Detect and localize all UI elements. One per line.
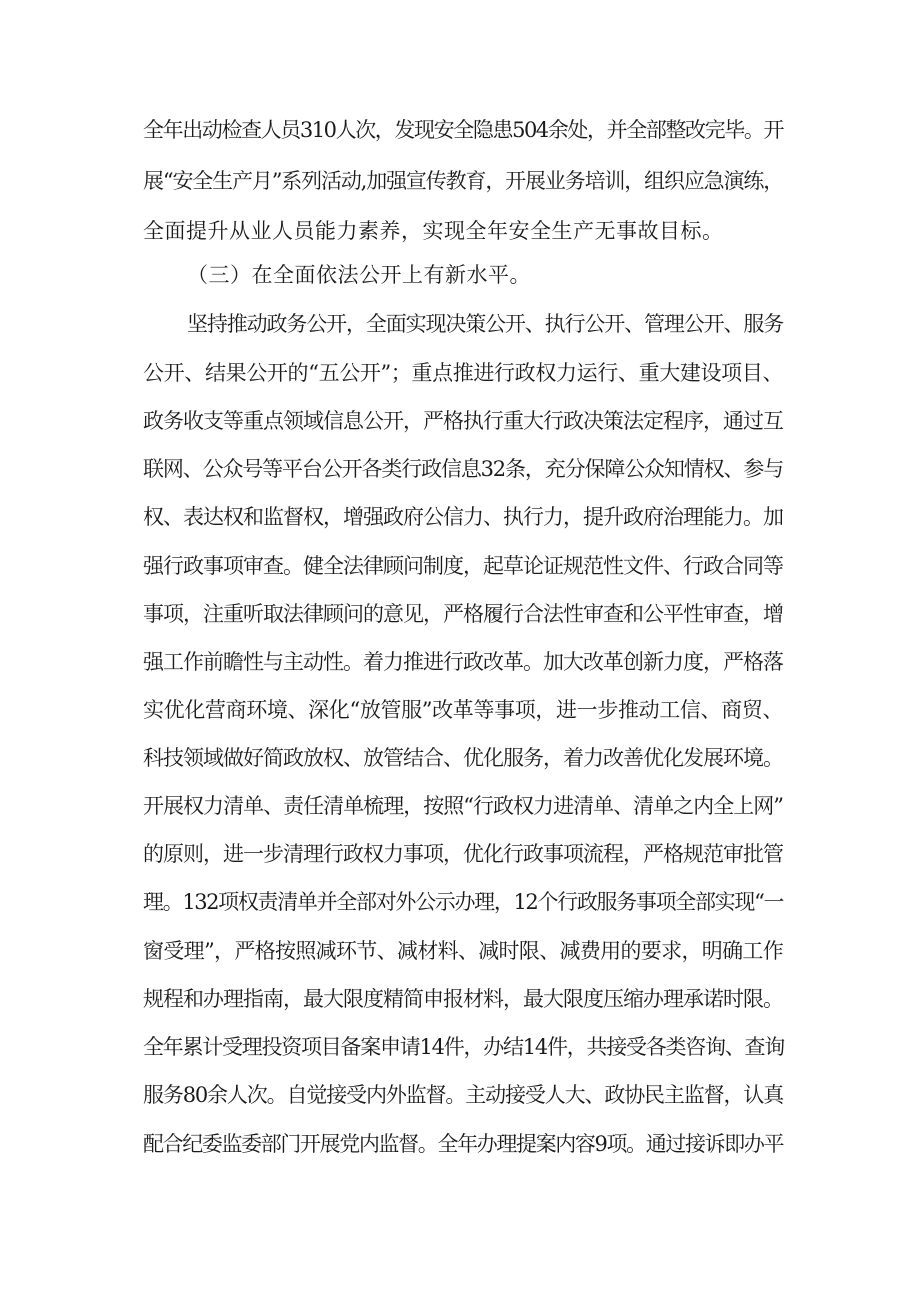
body-line: 坚持推动政务公开，全面实现决策公开、执行公开、管理公开、服务 — [187, 312, 783, 336]
body-line: 权、表达权和监督权，增强政府公信力、执行力，提升政府治理能力。加 — [143, 505, 783, 529]
body-line: 展“安全生产月”系列活动,加强宣传教育，开展业务培训，组织应急演练， — [143, 169, 783, 193]
body-line: 配合纪委监委部门开展党内监督。全年办理提案内容9项。通过接诉即办平 — [143, 1132, 783, 1156]
body-line: 开展权力清单、责任清单梳理，按照“行政权力进清单、清单之内全上网” — [143, 794, 783, 818]
body-line: 理。132项权责清单并全部对外公示办理，12个行政服务事项全部实现“一 — [143, 890, 783, 914]
body-line: 全年出动检查人员310人次，发现安全隐患504余处，并全部整改完毕。开 — [143, 118, 783, 142]
body-line: 政务收支等重点领域信息公开，严格执行重大行政决策法定程序，通过互 — [143, 409, 783, 433]
body-line: 强行政事项审查。健全法律顾问制度，起草论证规范性文件、行政合同等 — [143, 554, 783, 578]
body-line: 窗受理”，严格按照减环节、减材料、减时限、减费用的要求，明确工作 — [143, 939, 783, 963]
body-line: 服务80余人次。自觉接受内外监督。主动接受人大、政协民主监督，认真 — [143, 1083, 783, 1107]
body-line: 强工作前瞻性与主动性。着力推进行政改革。加大改革创新力度，严格落 — [143, 650, 783, 674]
body-line: 公开、结果公开的“五公开”；重点推进行政权力运行、重大建设项目、 — [143, 361, 783, 385]
body-line: 实优化营商环境、深化“放管服”改革等事项，进一步推动工信、商贸、 — [143, 698, 783, 722]
body-line: 的原则，进一步清理行政权力事项，优化行政事项流程，严格规范审批管 — [143, 842, 783, 866]
body-line: 全年累计受理投资项目备案申请14件，办结14件，共接受各类咨询、查询 — [143, 1035, 784, 1059]
body-line: 科技领域做好简政放权、放管结合、优化服务，着力改善优化发展环境。 — [143, 746, 783, 770]
body-line: 联网、公众号等平台公开各类行政信息32条，充分保障公众知情权、参与 — [143, 457, 783, 481]
body-line: 全面提升从业人员能力素养，实现全年安全生产无事故目标。 — [143, 219, 724, 243]
body-line: 事项，注重听取法律顾问的意见，严格履行合法性审查和公平性审查，增 — [143, 602, 783, 626]
section-heading: （三）在全面依法公开上有新水平。 — [187, 263, 531, 287]
body-line: 规程和办理指南，最大限度精简申报材料，最大限度压缩办理承诺时限。 — [143, 987, 783, 1011]
